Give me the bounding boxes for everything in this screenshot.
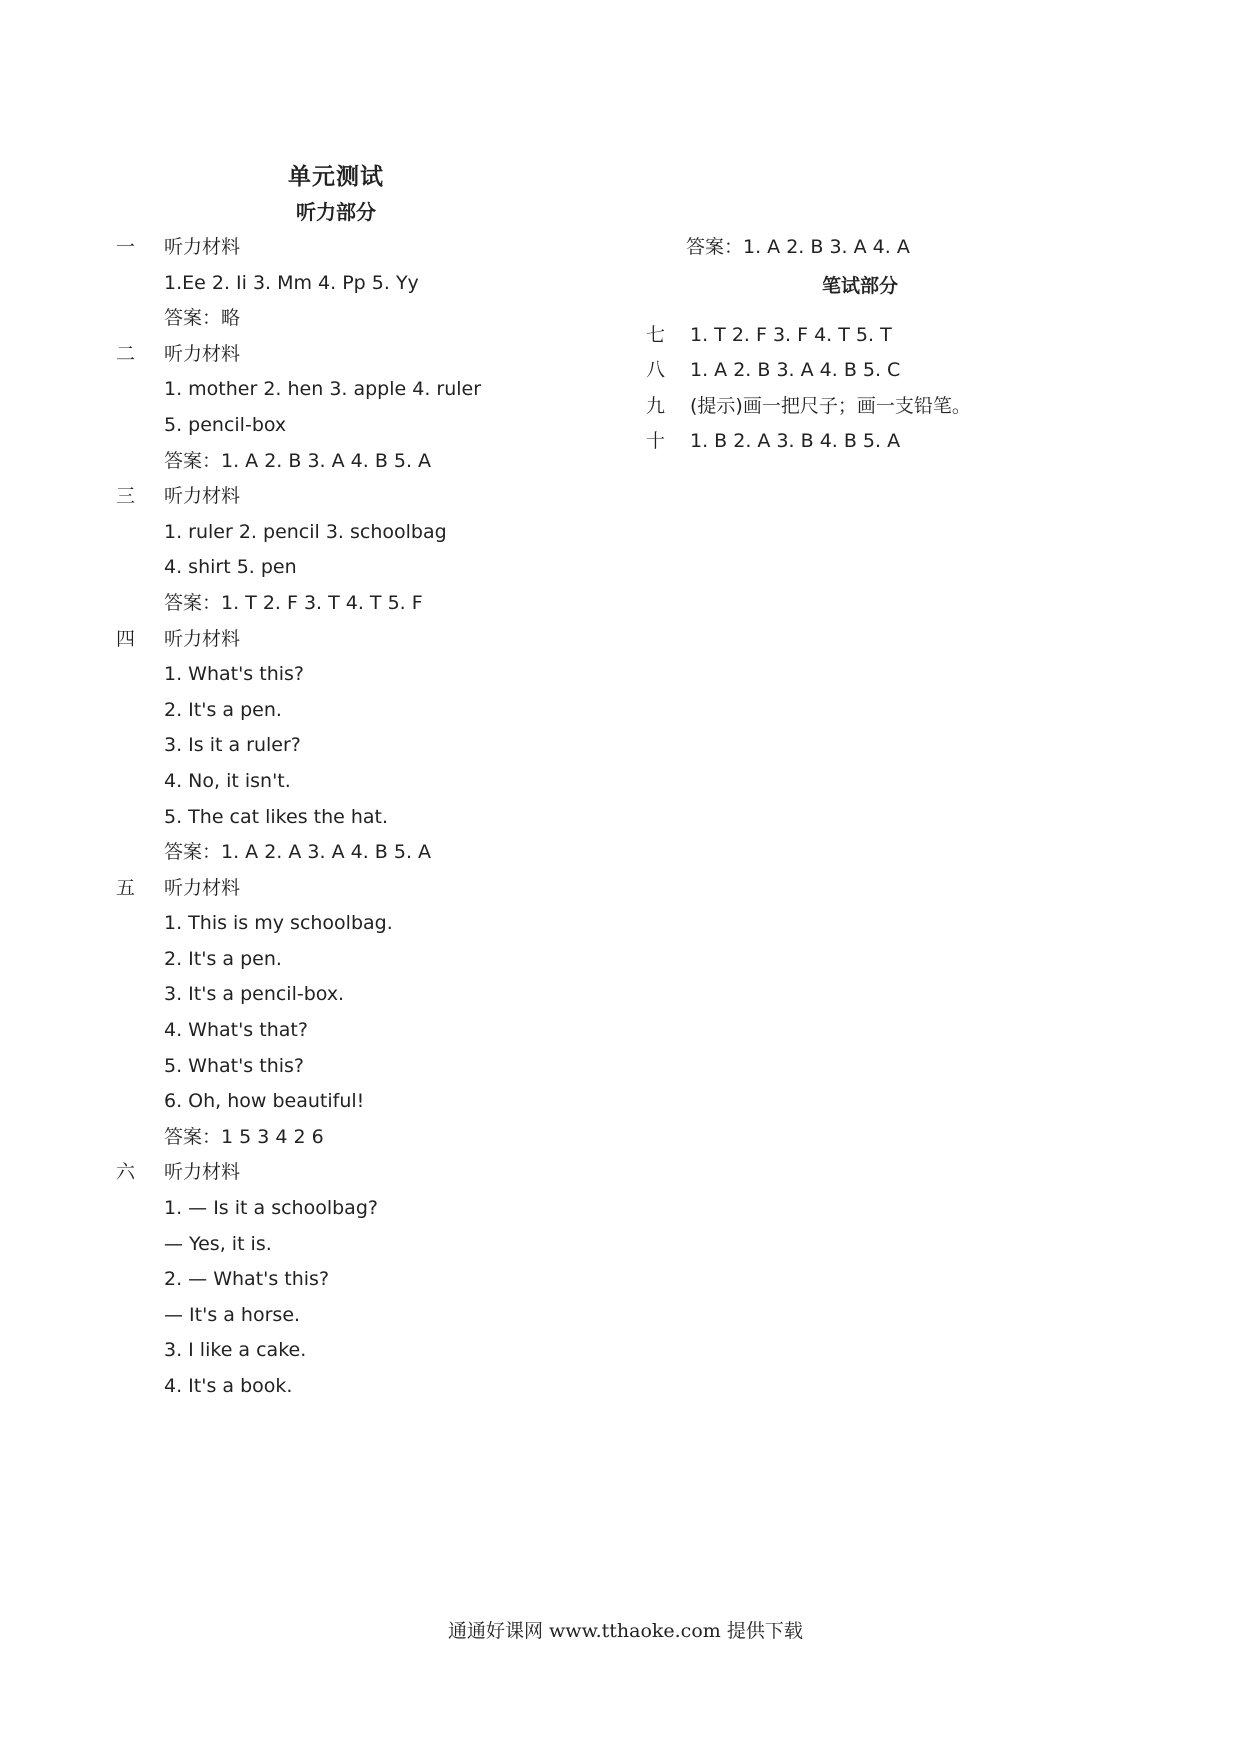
section-header xyxy=(112,230,632,266)
written-item xyxy=(646,318,1026,354)
section-line: 3. Is it a ruler? xyxy=(164,734,301,757)
section-number: 三 xyxy=(116,485,136,508)
section-label: 听力材料 xyxy=(164,876,241,899)
written-item xyxy=(646,353,1026,389)
right-column xyxy=(646,230,1026,460)
section-line: 1. What's this? xyxy=(164,663,305,686)
page-title: 单元测试 xyxy=(288,164,384,190)
section-line: 1. — Is it a schoolbag? xyxy=(164,1197,378,1220)
section-line: 2. — What's this? xyxy=(164,1268,330,1291)
section-4 xyxy=(112,622,632,871)
section-6 xyxy=(112,1155,632,1404)
written-item xyxy=(646,424,1026,460)
section-line: 6. Oh, how beautiful! xyxy=(164,1090,365,1113)
item-number: 七 xyxy=(646,323,666,346)
item-number: 九 xyxy=(646,394,666,417)
section-line: 2. It's a pen. xyxy=(164,698,282,721)
section-answer: 答案：1. A 2. B 3. A 4. B 5. A xyxy=(164,449,432,472)
section-2 xyxy=(112,337,632,479)
section-label: 听力材料 xyxy=(164,1161,241,1184)
section-6-answer: 答案：1. A 2. B 3. A 4. A xyxy=(686,236,910,258)
section-label: 听力材料 xyxy=(164,485,241,508)
section-line: 5. pencil-box xyxy=(164,413,287,436)
item-text: (提示)画一把尺子；画一支铅笔。 xyxy=(690,394,971,417)
section-header xyxy=(112,1155,632,1191)
section-line: 3. I like a cake. xyxy=(164,1339,307,1362)
section-5 xyxy=(112,871,632,1156)
section-number: 一 xyxy=(116,236,136,258)
item-text: 1. T 2. F 3. F 4. T 5. T xyxy=(690,323,892,346)
section-answer: 答案：1 5 3 4 2 6 xyxy=(164,1125,324,1148)
section-label: 听力材料 xyxy=(164,627,241,650)
section-line: — Yes, it is. xyxy=(164,1232,272,1255)
section-line: 4. What's that? xyxy=(164,1019,308,1042)
section-line: 2. It's a pen. xyxy=(164,947,282,970)
section-3 xyxy=(112,479,632,621)
section-line: 1. This is my schoolbag. xyxy=(164,912,393,935)
section-label: 听力材料 xyxy=(164,342,241,365)
section-line: 4. It's a book. xyxy=(164,1375,293,1397)
written-heading: 笔试部分 xyxy=(822,274,899,297)
section-number: 六 xyxy=(116,1161,136,1184)
section-line: — It's a horse. xyxy=(164,1303,301,1326)
section-number: 二 xyxy=(116,342,136,365)
section-line: 5. The cat likes the hat. xyxy=(164,805,389,828)
section-number: 五 xyxy=(116,876,136,899)
item-text: 1. A 2. B 3. A 4. B 5. C xyxy=(690,359,901,382)
footer-credit: 通通好课网 www.tthaoke.com 提供下载 xyxy=(448,1620,803,1642)
section-header xyxy=(112,337,632,373)
section-answer: 答案：1. A 2. A 3. A 4. B 5. A xyxy=(164,841,432,864)
section-answer: 答案：1. T 2. F 3. T 4. T 5. F xyxy=(164,591,423,614)
section-answer: 答案：略 xyxy=(164,307,241,330)
item-number: 十 xyxy=(646,430,666,453)
section-header xyxy=(112,871,632,907)
section-line: 1. ruler 2. pencil 3. schoolbag xyxy=(164,520,447,543)
section-label: 听力材料 xyxy=(164,236,241,258)
item-text: 1. B 2. A 3. B 4. B 5. A xyxy=(690,430,901,453)
section-line: 4. No, it isn't. xyxy=(164,769,291,792)
item-number: 八 xyxy=(646,359,666,382)
section-line: 1.Ee 2. Ii 3. Mm 4. Pp 5. Yy xyxy=(164,271,419,294)
section-1 xyxy=(112,230,632,337)
section-number: 四 xyxy=(116,627,136,650)
section-header xyxy=(112,479,632,515)
listening-section-list xyxy=(112,230,632,1405)
section-line: 5. What's this? xyxy=(164,1054,305,1077)
section-line: 1. mother 2. hen 3. apple 4. ruler xyxy=(164,378,482,401)
section-header xyxy=(112,622,632,658)
written-item xyxy=(646,389,1026,425)
section-line: 4. shirt 5. pen xyxy=(164,556,297,579)
listening-heading: 听力部分 xyxy=(296,200,376,224)
section-line: 3. It's a pencil-box. xyxy=(164,983,345,1006)
